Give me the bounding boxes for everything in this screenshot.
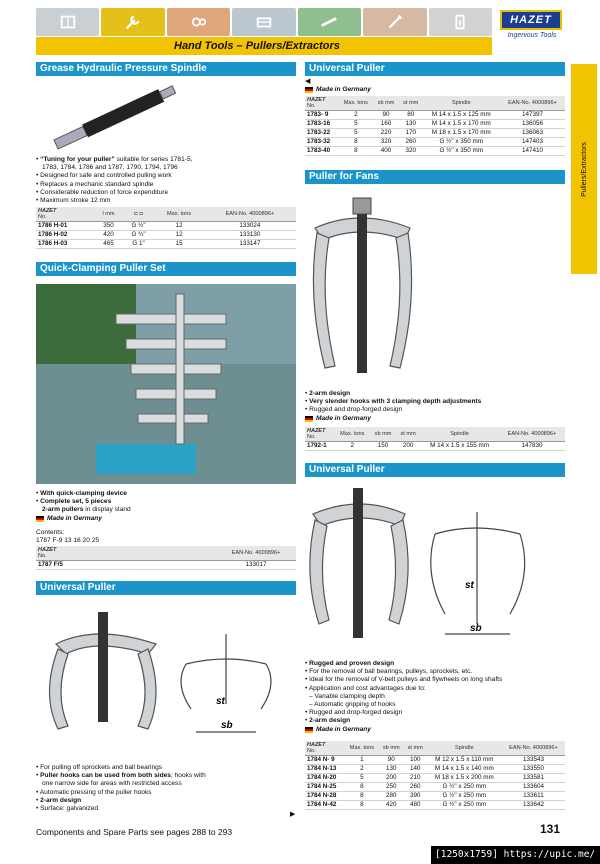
- section-title-universal-puller-left: Universal Puller: [36, 581, 296, 595]
- hazet-mini-logo: HAZET: [38, 208, 57, 214]
- univ-bottom-bullet-5: • Rugged and drop-forged design: [305, 709, 565, 717]
- fans-bullet-1: • 2-arm design: [305, 390, 565, 398]
- section-title-grease-spindle: Grease Hydraulic Pressure Spindle: [36, 62, 296, 76]
- univ-bottom-bullet-6: • 2-arm design: [305, 717, 565, 725]
- image-host-watermark: [1250x1759] https://upic.me/: [431, 846, 600, 864]
- universal-bottom-spec-table: HAZET No. Max. tons sb mm st mm Spindle EAN-No. 4000896+ 1784 N- 9 1 90 100 M 12 x 1.5 x 110 mm 133543 1784 N-13 2 130 140 M 14 x 1.5 x 140 mm 133550 1784 N-20 5 200 210 M 18 x 1.5 x 200 mm 133581 1784 N-25 8 250 260 G ½" x 250 mm 133604 1784 N-28 8 280 390 G ½" x 250 mm 133611 1784 N-42 8 420 480 G ½" x 250 mm 133642: [305, 741, 565, 810]
- section-title-universal-puller-bottom: Universal Puller: [305, 463, 565, 477]
- page-section-title: Hand Tools – Pullers/Extractors: [36, 37, 492, 55]
- table-row: 1787 F/5 133017: [36, 561, 296, 570]
- table-row: 1784 N- 9 1 90 100 M 12 x 1.5 x 110 mm 133543: [305, 756, 565, 765]
- table-row: 1784 N-28 8 280 390 G ½" x 250 mm 133611: [305, 792, 565, 801]
- made-in-germany: Made in Germany: [305, 86, 371, 94]
- univ-bottom-bullet-2: • For the removal of ball bearings, pulleys, sprockets, etc.: [305, 668, 565, 676]
- svg-text:sb: sb: [470, 623, 482, 634]
- univ-left-bullet-5: • Surface: galvanized: [36, 805, 296, 813]
- table-row: 1784 N-13 2 130 140 M 14 x 1.5 x 140 mm 133550: [305, 765, 565, 774]
- grease-bullet-1: • “Tuning for your puller” suitable for series 1781-5,: [36, 156, 296, 164]
- univ-left-bullet-2-cont: one narrow side for areas with restricted access: [42, 780, 182, 788]
- footer-note: Components and Spare Parts see pages 288 to 293: [36, 827, 233, 837]
- contents-label: Contents:: [36, 528, 65, 536]
- quick-bullet-2: • Complete set, 5 pieces: [36, 498, 296, 506]
- table-row: 1783-22 5 220 170 M 18 x 1.5 x 170 mm 136063: [305, 129, 565, 138]
- quick-bullet-1: • With quick-clamping device: [36, 490, 296, 498]
- univ-left-bullet-4: • 2-arm design: [36, 797, 296, 805]
- measuring-icon[interactable]: [298, 8, 361, 36]
- logo-tagline: Ingenious Tools: [507, 32, 557, 39]
- hand-tools-icon[interactable]: [101, 8, 164, 36]
- table-row: 1784 N-20 5 200 210 M 18 x 1.5 x 200 mm 133581: [305, 774, 565, 783]
- section-title-quick-clamping: Quick-Clamping Puller Set: [36, 262, 296, 276]
- table-row: 1784 N-42 8 420 480 G ½" x 250 mm 133642: [305, 801, 565, 810]
- contents-list: 1787 F-9 13 16 20 25: [36, 537, 100, 545]
- quick-bullet-2-cont: 2-arm pullers in display stand: [42, 506, 131, 514]
- fans-bullet-3: • Rugged and drop-forged design: [305, 406, 565, 414]
- table-row: 1783-40 8 400 320 G ½" x 350 mm 147410: [305, 147, 565, 156]
- german-flag-icon: [305, 87, 313, 93]
- table-row: 1783-16 5 160 130 M 14 x 1.5 x 170 mm 136056: [305, 120, 565, 129]
- made-in-germany: Made in Germany: [305, 726, 565, 734]
- univ-bottom-dash-2: – Automatic gripping of hooks: [305, 701, 565, 709]
- section-title-puller-for-fans: Puller for Fans: [305, 170, 565, 184]
- univ-left-bullet-1: • For pulling off sprockets and ball bearings: [36, 764, 296, 772]
- grease-bullet-3: • Replaces a mechanic standard spindle: [36, 181, 296, 189]
- univ-bottom-dash-1: – Variable clamping depth: [305, 693, 565, 701]
- section-title-universal-puller-top: Universal Puller: [305, 62, 565, 76]
- info-icon[interactable]: [429, 8, 492, 36]
- table-row: 1786 H-01 350 G ½" 12 133024: [36, 222, 296, 231]
- arrow-right-icon: ▶: [290, 811, 296, 818]
- thread-icon: ⊏⊐: [123, 207, 155, 222]
- garden-tools-icon[interactable]: [363, 8, 426, 36]
- univ-bottom-bullet-3: • Ideal for the removal of V-belt pulleys and flywheels on long shafts: [305, 676, 565, 684]
- hazet-logo: HAZET: [500, 10, 562, 30]
- table-row: 1783-32 8 320 260 G ½" x 350 mm 147403: [305, 138, 565, 147]
- book-icon[interactable]: [36, 8, 99, 36]
- grease-bullet-2: • Designed for safe and controlled pulling work: [36, 172, 296, 180]
- table-row: 1786 H-03 465 G 1" 15 133147: [36, 240, 296, 249]
- grease-bullet-4: • Considerable reduction of force expenditure: [36, 189, 296, 197]
- universal-puller-nut-image: [305, 484, 565, 656]
- univ-left-bullet-3: • Automatic pressing of the puller hooks: [36, 789, 296, 797]
- german-flag-icon: [305, 416, 313, 422]
- table-row: 1786 H-02 420 G ¾" 12 133130: [36, 231, 296, 240]
- grease-bullet-5: • Maximum stroke 12 mm: [36, 197, 296, 205]
- german-flag-icon: [305, 727, 313, 733]
- fans-spec-table: HAZET No. Max. tons sb mm st mm Spindle EAN-No. 4000896+ 1792-1 2 150 200 M 14 x 1.5 x 155 mm 147830: [305, 427, 565, 451]
- table-row: 1783- 9 2 90 80 M 14 x 1.5 x 125 mm 147397: [305, 111, 565, 120]
- univ-bottom-bullet-4: • Application and cost advantages due to:: [305, 685, 565, 693]
- category-tab-bar: [36, 8, 492, 36]
- made-in-germany: Made in Germany: [36, 515, 296, 523]
- quick-spec-table: HAZET No. EAN-No. 4000896+ 1787 F/5 133017: [36, 546, 296, 570]
- table-row: 1784 N-25 8 250 260 G ½" x 250 mm 133604: [305, 783, 565, 792]
- fan-puller-image: [305, 188, 425, 383]
- grease-bullet-1-cont: 1783, 1784, 1786 and 1787, 1790, 1794, 1796: [42, 164, 178, 172]
- univ-left-bullet-2: • Puller hooks can be used from both sides; hooks with: [36, 772, 296, 780]
- arrow-left-icon: ◀: [305, 78, 311, 85]
- svg-text:st: st: [216, 696, 225, 707]
- page-number: 131: [540, 822, 561, 836]
- made-in-germany: Made in Germany: [305, 415, 565, 423]
- quick-clamping-set-image: [36, 284, 296, 484]
- side-category-tab[interactable]: Pullers/Extractors: [571, 64, 597, 274]
- table-row: 1792-1 2 150 200 M 14 x 1.5 x 155 mm 147830: [305, 442, 565, 451]
- universal-top-spec-table: HAZET No. Max. tons sb mm st mm Spindle EAN-No. 4000896+ 1783- 9 2 90 80 M 14 x 1.5 x 125 mm 147397 1783-16 5 160 130 M 14 x 1.5 x 170 mm 136056 1783-22 5 220 170 M 18 x 1.5 x 170 mm 136063 1783-32 8 320 260 G ½" x 350 mm 147403 1783-40 8 400 320 G ½" x 350 mm 147410: [305, 96, 565, 156]
- svg-text:st: st: [465, 580, 474, 591]
- univ-bottom-bullet-1: • Rugged and proven design: [305, 660, 565, 668]
- grease-spec-table: HAZET No. l mm ⊏⊐ Max. tons EAN-No. 4000896+ 1786 H-01 350 G ½" 12 133024 1786 H-02 420 G ¾" 12 133130 1786 H-03 465 G 1" 15 133147: [36, 207, 296, 249]
- german-flag-icon: [36, 516, 44, 522]
- workshop-icon[interactable]: [232, 8, 295, 36]
- universal-puller-image: [36, 604, 296, 740]
- sockets-icon[interactable]: [167, 8, 230, 36]
- hydraulic-spindle-image: [40, 82, 190, 152]
- fans-bullet-2: • Very slender hooks with 3 clamping depth adjustments: [305, 398, 565, 406]
- svg-text:sb: sb: [221, 720, 233, 731]
